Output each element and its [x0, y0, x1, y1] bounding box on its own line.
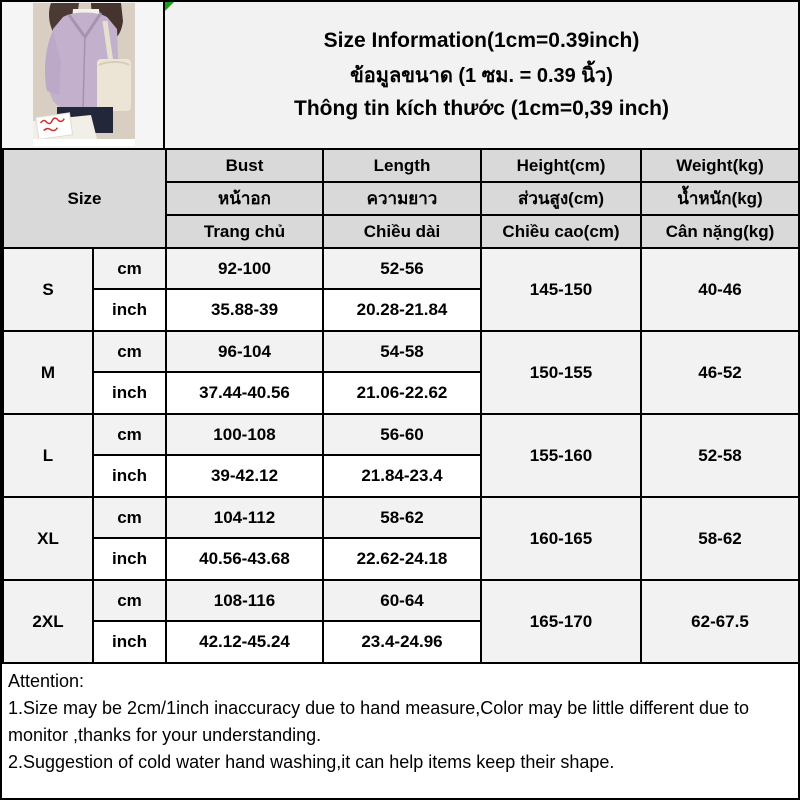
- product-photo: [33, 3, 135, 146]
- weight-value: 46-52: [641, 331, 799, 414]
- top-band: [2, 2, 798, 148]
- height-value: 165-170: [481, 580, 641, 663]
- table-row: [3, 497, 799, 538]
- unit-label-cm: cm: [93, 414, 166, 455]
- length-cm-value: 52-56: [323, 248, 481, 289]
- bust-cm-value: 100-108: [166, 414, 323, 455]
- bust-cm-value: 96-104: [166, 331, 323, 372]
- col-weight-vi: Cân nặng(kg): [641, 215, 799, 248]
- bust-inch-value: 37.44-40.56: [166, 372, 323, 414]
- bust-inch-value: 39-42.12: [166, 455, 323, 497]
- length-inch-value: 21.06-22.62: [323, 372, 481, 414]
- col-weight-en: Weight(kg): [641, 149, 799, 182]
- attention-notes: [2, 664, 798, 798]
- length-cm-value: 60-64: [323, 580, 481, 621]
- size-label: XL: [3, 497, 93, 580]
- col-height-th: ส่วนสูง(cm): [481, 182, 641, 215]
- length-cm-value: 56-60: [323, 414, 481, 455]
- bust-cm-value: 104-112: [166, 497, 323, 538]
- length-inch-value: 22.62-24.18: [323, 538, 481, 580]
- col-height-vi: Chiều cao(cm): [481, 215, 641, 248]
- length-inch-value: 23.4-24.96: [323, 621, 481, 663]
- height-value: 145-150: [481, 248, 641, 331]
- table-row: [3, 248, 799, 289]
- weight-value: 62-67.5: [641, 580, 799, 663]
- col-length-th: ความยาว: [323, 182, 481, 215]
- attention-heading: Attention:: [8, 671, 85, 691]
- title-vietnamese: Thông tin kích thước (1cm=0,39 inch): [294, 97, 669, 120]
- length-cm-value: 54-58: [323, 331, 481, 372]
- unit-label-inch: inch: [93, 455, 166, 497]
- col-length-en: Length: [323, 149, 481, 182]
- weight-value: 58-62: [641, 497, 799, 580]
- weight-value: 40-46: [641, 248, 799, 331]
- unit-label-inch: inch: [93, 621, 166, 663]
- height-value: 160-165: [481, 497, 641, 580]
- title-thai: ข้อมูลขนาด (1 ซม. = 0.39 นิ้ว): [350, 65, 613, 87]
- header-row-english: [3, 149, 799, 182]
- size-header-cell: Size: [3, 149, 166, 248]
- height-value: 155-160: [481, 414, 641, 497]
- title-english: Size Information(1cm=0.39inch): [323, 29, 640, 52]
- size-table: [2, 148, 800, 664]
- product-photo-cell: [2, 2, 165, 148]
- unit-label-inch: inch: [93, 289, 166, 331]
- unit-label-inch: inch: [93, 538, 166, 580]
- height-value: 150-155: [481, 331, 641, 414]
- bust-inch-value: 42.12-45.24: [166, 621, 323, 663]
- size-label: 2XL: [3, 580, 93, 663]
- green-corner-marker-icon: [165, 2, 174, 11]
- size-label: M: [3, 331, 93, 414]
- size-label: S: [3, 248, 93, 331]
- table-row: [3, 331, 799, 372]
- unit-label-cm: cm: [93, 248, 166, 289]
- bust-cm-value: 108-116: [166, 580, 323, 621]
- table-row: [3, 580, 799, 621]
- length-cm-value: 58-62: [323, 497, 481, 538]
- length-inch-value: 20.28-21.84: [323, 289, 481, 331]
- attention-note-1: 1.Size may be 2cm/1inch inaccuracy due to hand measure,Color may be little different due to monitor ,thanks for your understanding.: [8, 698, 750, 745]
- col-height-en: Height(cm): [481, 149, 641, 182]
- bust-inch-value: 35.88-39: [166, 289, 323, 331]
- unit-label-cm: cm: [93, 580, 166, 621]
- unit-label-inch: inch: [93, 372, 166, 414]
- col-weight-th: น้ำหนัก(kg): [641, 182, 799, 215]
- unit-label-cm: cm: [93, 331, 166, 372]
- col-bust-vi: Trang chủ: [166, 215, 323, 248]
- attention-note-2: 2.Suggestion of cold water hand washing,it can help items keep their shape.: [8, 752, 615, 772]
- table-row: [3, 414, 799, 455]
- size-label: L: [3, 414, 93, 497]
- unit-label-cm: cm: [93, 497, 166, 538]
- bust-inch-value: 40.56-43.68: [166, 538, 323, 580]
- length-inch-value: 21.84-23.4: [323, 455, 481, 497]
- bust-cm-value: 92-100: [166, 248, 323, 289]
- weight-value: 52-58: [641, 414, 799, 497]
- col-bust-th: หน้าอก: [166, 182, 323, 215]
- col-length-vi: Chiều dài: [323, 215, 481, 248]
- col-bust-en: Bust: [166, 149, 323, 182]
- title-block: [165, 2, 798, 148]
